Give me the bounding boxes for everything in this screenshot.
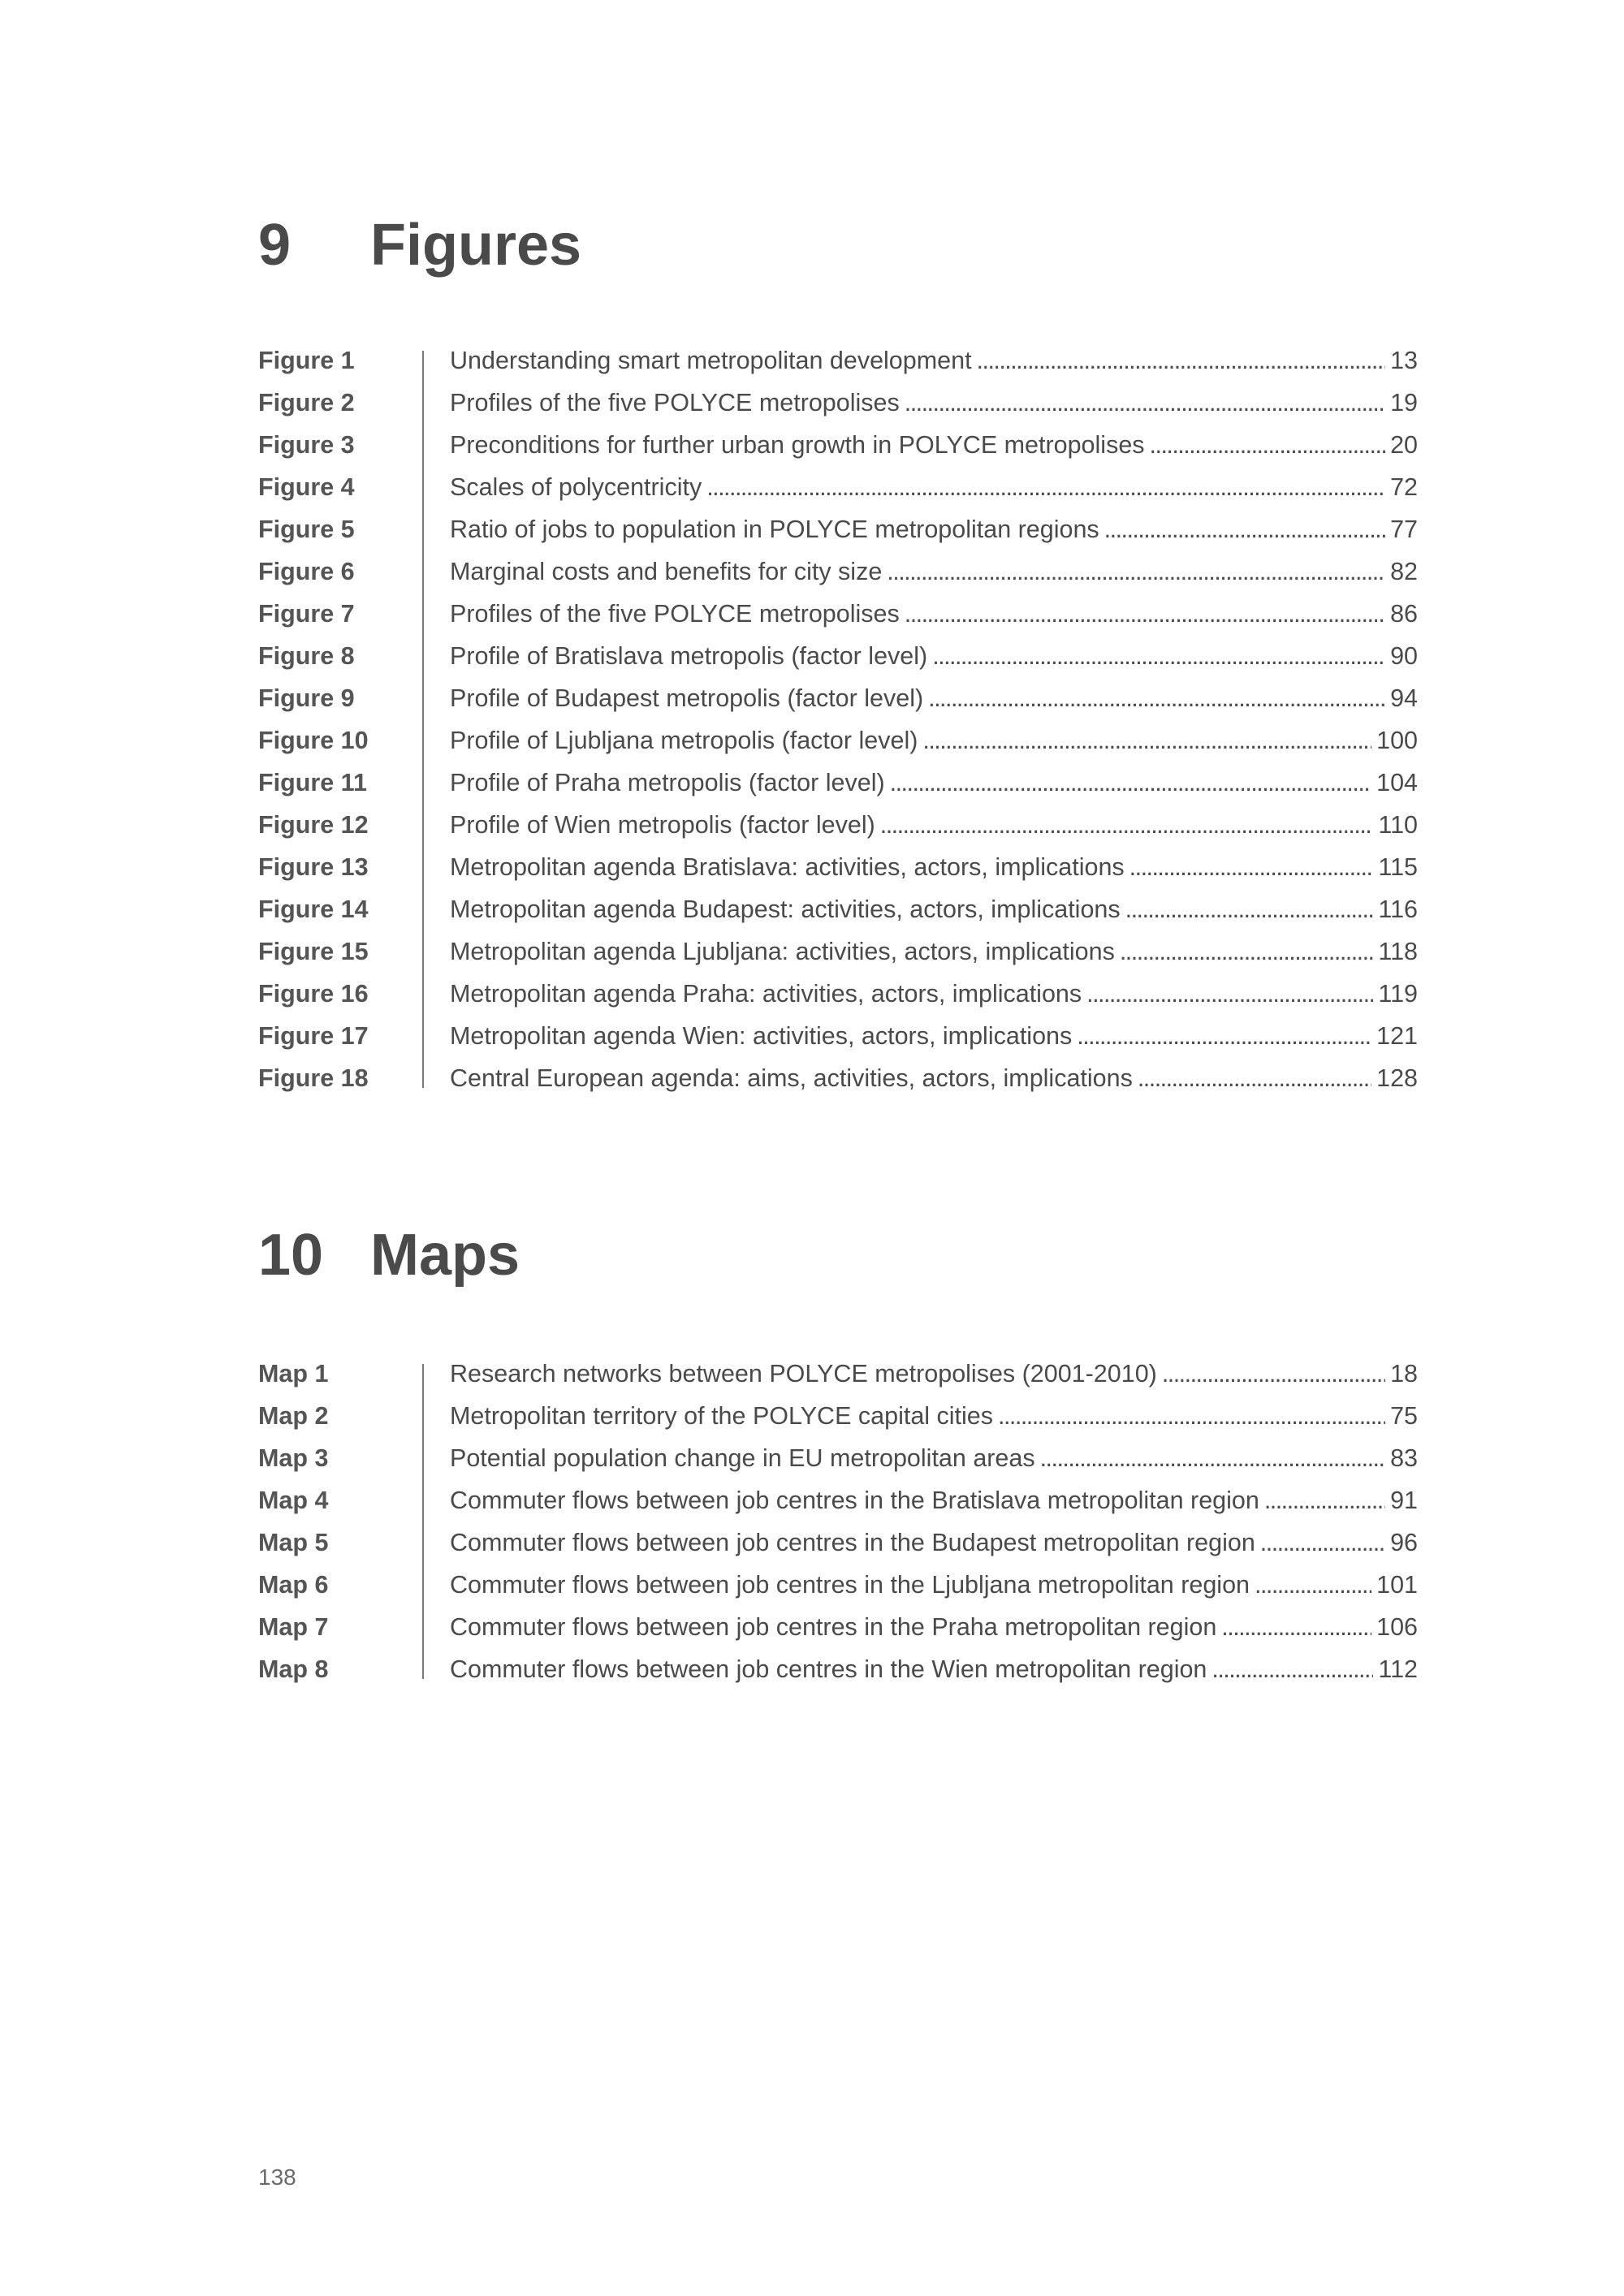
map-entry-title: Commuter flows between job centres in the Ljubljana metropolitan region bbox=[450, 1570, 1250, 1599]
maps-section-number: 10 bbox=[258, 1223, 324, 1288]
map-entry-title: Potential population change in EU metropolitan areas bbox=[450, 1444, 1035, 1472]
dot-leader bbox=[1212, 1655, 1373, 1684]
dot-leader bbox=[1221, 1613, 1371, 1642]
figure-entry-label: Figure 1 bbox=[258, 346, 355, 374]
map-entry-page: 101 bbox=[1376, 1570, 1418, 1599]
figure-entry[interactable] bbox=[258, 635, 1418, 677]
figure-entry-label: Figure 17 bbox=[258, 1021, 369, 1050]
dot-leader bbox=[1129, 853, 1374, 882]
figure-entry-title: Profile of Budapest metropolis (factor level) bbox=[450, 684, 924, 712]
figure-entry-title: Profile of Bratislava metropolis (factor level) bbox=[450, 641, 928, 670]
figure-entry-page: 77 bbox=[1390, 515, 1418, 543]
figure-entry-page: 100 bbox=[1376, 726, 1418, 754]
figure-entry[interactable] bbox=[258, 846, 1418, 888]
map-entry-label: Map 2 bbox=[258, 1401, 329, 1430]
figure-entry-label: Figure 2 bbox=[258, 388, 355, 416]
figure-entry-title: Metropolitan agenda Budapest: activities, actors, implications bbox=[450, 895, 1121, 923]
figure-entry-label: Figure 4 bbox=[258, 473, 355, 501]
dot-leader bbox=[1120, 938, 1374, 966]
figure-entry-label: Figure 15 bbox=[258, 937, 369, 965]
figure-entry-label: Figure 16 bbox=[258, 979, 369, 1008]
figure-entry[interactable] bbox=[258, 930, 1418, 973]
map-entry-page: 91 bbox=[1390, 1486, 1418, 1514]
map-entry-label: Map 4 bbox=[258, 1486, 329, 1514]
figure-entry[interactable] bbox=[258, 382, 1418, 424]
figure-entry-label: Figure 9 bbox=[258, 684, 355, 712]
map-entry-title: Commuter flows between job centres in the Bratislava metropolitan region bbox=[450, 1486, 1259, 1514]
dot-leader bbox=[1150, 431, 1386, 460]
map-entry-title: Metropolitan territory of the POLYCE capital cities bbox=[450, 1401, 994, 1430]
dot-leader bbox=[1260, 1529, 1385, 1557]
figure-entry-title: Scales of polycentricity bbox=[450, 473, 702, 501]
figure-entry[interactable] bbox=[258, 1057, 1418, 1099]
figure-entry[interactable] bbox=[258, 804, 1418, 846]
figure-entry[interactable] bbox=[258, 762, 1418, 804]
figure-entry-label: Figure 8 bbox=[258, 641, 355, 670]
dot-leader bbox=[905, 600, 1385, 628]
figure-entry-page: 110 bbox=[1378, 810, 1418, 839]
figure-entry-page: 20 bbox=[1390, 430, 1418, 459]
figure-entry-title: Marginal costs and benefits for city size bbox=[450, 557, 883, 585]
dot-leader bbox=[932, 642, 1385, 671]
dot-leader bbox=[1040, 1444, 1385, 1473]
map-entry-page: 106 bbox=[1376, 1612, 1418, 1641]
dot-leader bbox=[1104, 516, 1385, 544]
figure-entry-title: Profiles of the five POLYCE metropolises bbox=[450, 388, 900, 416]
map-entry-title: Commuter flows between job centres in the Budapest metropolitan region bbox=[450, 1528, 1255, 1556]
dot-leader bbox=[1255, 1571, 1371, 1599]
dot-leader bbox=[1086, 980, 1373, 1008]
dot-leader bbox=[1162, 1360, 1385, 1388]
figure-entry-title: Central European agenda: aims, activities, actors, implications bbox=[450, 1064, 1133, 1092]
map-entry-label: Map 3 bbox=[258, 1444, 329, 1472]
figure-entry-page: 116 bbox=[1378, 895, 1418, 923]
map-entry-title: Research networks between POLYCE metropolises (2001-2010) bbox=[450, 1359, 1157, 1388]
dot-leader bbox=[1077, 1022, 1371, 1051]
dot-leader bbox=[905, 389, 1385, 417]
figure-entry-page: 104 bbox=[1376, 768, 1418, 796]
map-entry[interactable] bbox=[258, 1521, 1418, 1564]
page-number: 138 bbox=[258, 2164, 296, 2190]
map-entry-label: Map 6 bbox=[258, 1570, 329, 1599]
figure-entry-title: Profile of Wien metropolis (factor level) bbox=[450, 810, 875, 839]
map-entry[interactable] bbox=[258, 1353, 1418, 1395]
map-entry-page: 18 bbox=[1390, 1359, 1418, 1388]
figure-entry[interactable] bbox=[258, 424, 1418, 466]
figures-list bbox=[258, 339, 1418, 1099]
figure-entry-page: 13 bbox=[1390, 346, 1418, 374]
figure-entry-title: Metropolitan agenda Wien: activities, actors, implications bbox=[450, 1021, 1073, 1050]
figure-entry-page: 128 bbox=[1376, 1064, 1418, 1092]
dot-leader bbox=[977, 347, 1386, 375]
figure-entry-title: Metropolitan agenda Praha: activities, actors, implications bbox=[450, 979, 1082, 1008]
figure-entry-page: 115 bbox=[1378, 852, 1418, 881]
figure-entry-title: Preconditions for further urban growth in POLYCE metropolises bbox=[450, 430, 1145, 459]
figure-entry-title: Profile of Praha metropolis (factor level) bbox=[450, 768, 885, 796]
map-entry[interactable] bbox=[258, 1479, 1418, 1521]
dot-leader bbox=[922, 727, 1371, 755]
figure-entry-title: Ratio of jobs to population in POLYCE metropolitan regions bbox=[450, 515, 1099, 543]
figure-entry[interactable] bbox=[258, 339, 1418, 382]
figure-entry-page: 19 bbox=[1390, 388, 1418, 416]
figure-entry-page: 118 bbox=[1378, 937, 1418, 965]
maps-list bbox=[258, 1353, 1418, 1690]
figures-section-title: Figures bbox=[370, 213, 582, 278]
figure-entry-title: Understanding smart metropolitan development bbox=[450, 346, 972, 374]
figure-entry-page: 121 bbox=[1376, 1021, 1418, 1050]
dot-leader bbox=[1264, 1487, 1385, 1515]
figure-entry-label: Figure 12 bbox=[258, 810, 369, 839]
figures-heading bbox=[258, 213, 582, 278]
figure-entry[interactable] bbox=[258, 1015, 1418, 1057]
figure-entry-title: Metropolitan agenda Bratislava: activities, actors, implications bbox=[450, 852, 1125, 881]
map-entry-page: 75 bbox=[1390, 1401, 1418, 1430]
figure-entry-page: 82 bbox=[1390, 557, 1418, 585]
dot-leader bbox=[1125, 896, 1374, 924]
map-entry-label: Map 7 bbox=[258, 1612, 329, 1641]
figure-entry-page: 94 bbox=[1390, 684, 1418, 712]
map-entry-title: Commuter flows between job centres in the Wien metropolitan region bbox=[450, 1655, 1207, 1683]
dot-leader bbox=[998, 1402, 1385, 1431]
map-entry-page: 96 bbox=[1390, 1528, 1418, 1556]
dot-leader bbox=[706, 473, 1385, 502]
figure-entry-label: Figure 11 bbox=[258, 768, 367, 796]
figure-entry[interactable] bbox=[258, 550, 1418, 593]
map-entry-label: Map 1 bbox=[258, 1359, 329, 1388]
map-entry-title: Commuter flows between job centres in the Praha metropolitan region bbox=[450, 1612, 1217, 1641]
figure-entry-label: Figure 14 bbox=[258, 895, 369, 923]
figure-entry-label: Figure 10 bbox=[258, 726, 369, 754]
map-entry[interactable] bbox=[258, 1606, 1418, 1648]
map-entry-label: Map 5 bbox=[258, 1528, 329, 1556]
map-entry-page: 112 bbox=[1378, 1655, 1418, 1683]
figure-entry-title: Metropolitan agenda Ljubljana: activities, actors, implications bbox=[450, 937, 1115, 965]
dot-leader bbox=[890, 769, 1371, 797]
figure-entry[interactable] bbox=[258, 888, 1418, 930]
map-entry-page: 83 bbox=[1390, 1444, 1418, 1472]
figure-entry-title: Profile of Ljubljana metropolis (factor level) bbox=[450, 726, 918, 754]
maps-heading bbox=[258, 1223, 520, 1288]
map-entry[interactable] bbox=[258, 1395, 1418, 1437]
maps-section-title: Maps bbox=[370, 1223, 520, 1288]
figure-entry[interactable] bbox=[258, 973, 1418, 1015]
map-entry[interactable] bbox=[258, 1564, 1418, 1606]
figure-entry-label: Figure 18 bbox=[258, 1064, 369, 1092]
dot-leader bbox=[1138, 1064, 1371, 1093]
figure-entry-page: 86 bbox=[1390, 599, 1418, 628]
figure-entry-label: Figure 6 bbox=[258, 557, 355, 585]
map-entry[interactable] bbox=[258, 1437, 1418, 1479]
figure-entry-title: Profiles of the five POLYCE metropolises bbox=[450, 599, 900, 628]
figure-entry-label: Figure 3 bbox=[258, 430, 355, 459]
figure-entry[interactable] bbox=[258, 719, 1418, 762]
figure-entry-page: 72 bbox=[1390, 473, 1418, 501]
figure-entry-label: Figure 5 bbox=[258, 515, 355, 543]
figure-entry[interactable] bbox=[258, 466, 1418, 508]
figure-entry[interactable] bbox=[258, 593, 1418, 635]
map-entry[interactable] bbox=[258, 1648, 1418, 1690]
figure-entry[interactable] bbox=[258, 508, 1418, 550]
figure-entry-page: 119 bbox=[1378, 979, 1418, 1008]
figure-entry-label: Figure 13 bbox=[258, 852, 369, 881]
map-entry-label: Map 8 bbox=[258, 1655, 329, 1683]
figures-section-number: 9 bbox=[258, 213, 292, 278]
dot-leader bbox=[880, 811, 1374, 839]
dot-leader bbox=[887, 558, 1385, 586]
figure-entry-label: Figure 7 bbox=[258, 599, 355, 628]
figure-entry[interactable] bbox=[258, 677, 1418, 719]
figure-entry-page: 90 bbox=[1390, 641, 1418, 670]
dot-leader bbox=[928, 684, 1385, 713]
